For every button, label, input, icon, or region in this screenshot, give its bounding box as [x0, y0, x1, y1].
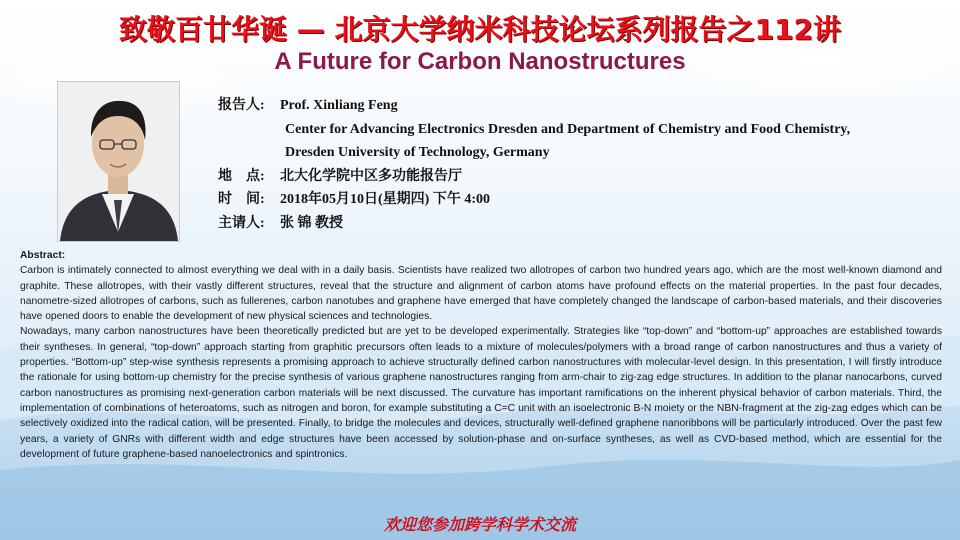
abstract-paragraph-1: Carbon is intimately connected to almost everything we deal with in a daily basis. Scientists have realized two allotropes of carbon two hundred years ago, which are the most well-known diamond and graphite. These allotropes, with their vastly different structures, reveal that the structure and alignment of carbon atoms have profound effects on the material properties. In the past four decades, nanometre-sized allotropes of carbons, such as fullerenes, carbon nanotubes and graphene have emerged that have completely changed the landscape of carbon-based materials, and their discoveries have opened doors to enable the development of new physical sciences and technologies.	[20, 265, 942, 323]
speaker-affiliation-1: Center for Advancing Electronics Dresden and Department of Chemistry and Food Chemistry,	[285, 121, 851, 137]
talk-title: A Future for Carbon Nanostructures	[274, 48, 686, 75]
abstract-paragraph-2: Nowadays, many carbon nanostructures have been theoretically predicted but are yet to be developed experimentally. Strategies like “top-down” and “bottom-up” approaches are established towards their syntheses. In general, “top-down” approach starting from graphitic precursors often leads to a mixture of molecules/polymers with a broad range of carbon nanostructures and thus a variety of properties. “Bottom-up” step-wise synthesis represents a promising approach to achieve structurally defined carbon nanostructures with molecular-level design. In this presentation, I will firstly introduce the rationale for using bottom-up chemistry for the precise synthesis of various graphene nanostructures ranging from arm-chair to zig-zag edge structures. In addition to the planar nanocarbons, curved carbon nanostructures as promising next-generation carbon materials will be next discussed. The curvature has important ramifications on the inherent physical behavior of carbon materials. Third, the implementation of combinations of heteroatoms, such as nitrogen and boron, for example substituting a C=C unit with an isoelectronic B-N moiety or the NBN-fragment at the zig-zag edges which can be selectively oxidized into the radical cation, will be presented. Finally, to bridge the molecules and devices, structurally well-defined graphene nanoribbons will be particularly introduced. Over the past few years, a variety of GNRs with different width and edge structures have been accessed by solution-phase and on-surface syntheses, as well as CVD-based method, which are essential for the development of future graphene-based nanoelectronics and spintronics.	[20, 326, 942, 460]
speaker-name: Prof. Xinliang Feng	[280, 98, 398, 113]
welcome-footer: 欢迎您参加跨学科学术交流	[383, 515, 576, 534]
speaker-label: 报告人:	[218, 98, 265, 113]
abstract-heading: Abstract:	[20, 250, 66, 261]
host-value: 张 锦 教授	[280, 215, 343, 231]
speaker-photo-icon	[58, 82, 179, 241]
venue-row	[218, 165, 948, 189]
time-value: 2018年05月10日(星期四) 下午 4:00	[280, 192, 490, 207]
talk-info	[218, 94, 948, 235]
speaker-row	[218, 94, 948, 118]
host-label: 主请人:	[218, 215, 265, 231]
speaker-affiliation-2: Dresden University of Technology, Germany	[285, 145, 550, 160]
abstract	[20, 248, 942, 462]
venue-label: 地 点:	[218, 168, 265, 184]
venue-value: 北大化学院中区多功能报告厅	[280, 168, 462, 184]
time-label: 时 间:	[218, 192, 265, 207]
speaker-photo	[57, 81, 180, 242]
forum-title: 致敬百廿华诞 — 北京大学纳米科技论坛系列报告之112讲	[119, 13, 841, 46]
time-row	[218, 188, 948, 212]
host-row	[218, 212, 948, 236]
